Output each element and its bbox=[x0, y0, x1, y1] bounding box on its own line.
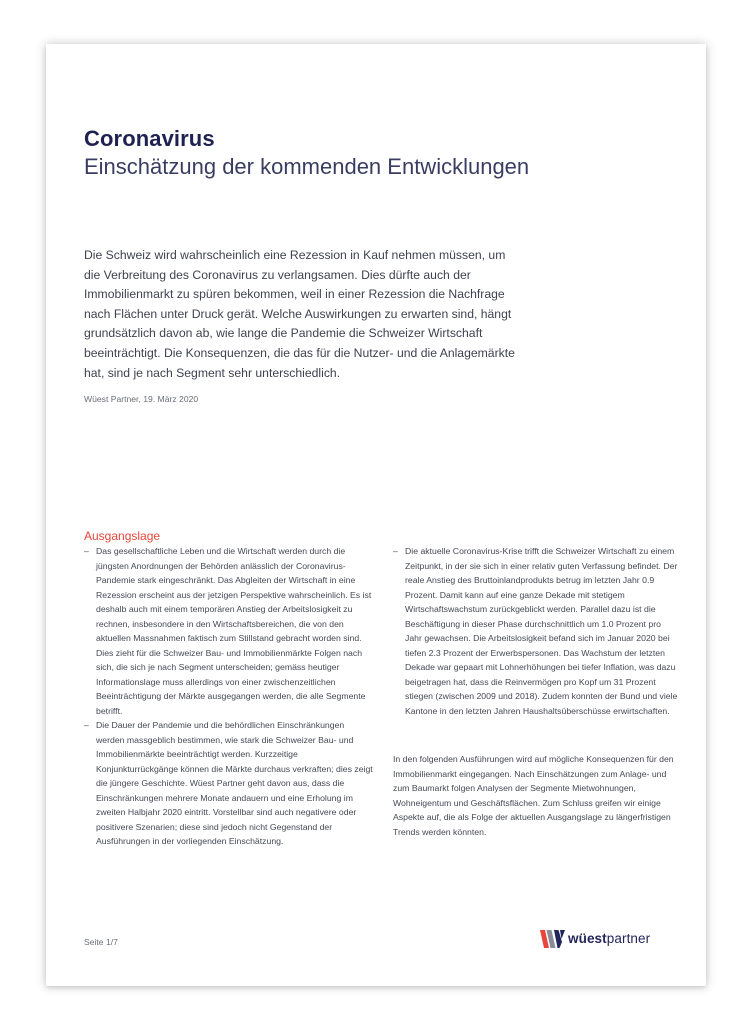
section-heading: Ausgangslage bbox=[84, 529, 161, 543]
bullet-item bbox=[393, 544, 678, 718]
bullet-dash: – bbox=[393, 546, 398, 556]
intro-paragraph: Die Schweiz wird wahrscheinlich eine Rezession in Kauf nehmen müssen, um die Verbreitung des Coronavirus zu verlangsamen. Dies dürfte auch der Immobilienmarkt zu spüren bekommen, weil in einer Rezession die Nachfrage nach Flächen unter Druck gerät. Welche Auswirkungen zu erwarten sind, hängt grundsätzlich davon ab, wie lange die Pandemie die Schweizer Wirtschaft beeinträchtigt. Die Konsequenzen, die das für die Nutzer- und die Anlagemärkte hat, sind je nach Segment sehr unterschiedlich. bbox=[84, 248, 515, 380]
right-column bbox=[393, 544, 678, 839]
left-column bbox=[84, 528, 373, 849]
bullet-text: Die Dauer der Pandemie und die behördlichen Einschränkungen werden massgeblich bestimmen, wie stark die Schweizer Bau- und Immobilienmärkte beeinträchtigt werden. Kurzzeitige Konjunkturrückgänge können die Märkte durchaus verkraften; dies zeigt die jüngere Geschichte. Wüest Partner geht davon aus, dass die Einschränkungen mehrere Monate andauern und eine Erholung im zweiten Halbjahr 2020 eintritt. Vorstellbar sind auch negativere oder positivere Szenarien; diese sind jedoch nicht Gegenstand der Ausführungen in der vorliegenden Einschätzung. bbox=[96, 720, 373, 846]
logo-mark-icon bbox=[540, 928, 566, 950]
bullet-dash: – bbox=[84, 546, 89, 556]
bullet-text: Die aktuelle Coronavirus-Krise trifft die Schweizer Wirtschaft zu einem Zeitpunkt, in der sie sich in einer relativ guten Verfassung befindet. Der reale Anstieg des Bruttoinlandprodukts betrug im letzten Jahr 0.9 Prozent. Damit kann auf eine ganze Dekade mit stetigem Wirtschaftswachstum zurückgeblickt werden. Parallel dazu ist die Beschäftigung in dieser Phase durchschnittlich um 1.0 Prozent pro Jahr gewachsen. Die Arbeitslosigkeit befand sich im Januar 2020 bei tiefen 2.3 Prozent der Erwerbspersonen. Das Wachstum der letzten Dekade war gepaart mit Lohnerhöhungen bei tiefer Inflation, was dazu beigetragen hat, dass die Reinvermögen pro Kopf um 31 Prozent stiegen (zwischen 2009 und 2018). Zudem konnten der Bund und viele Kantone in den letzten Jahren Haushaltsüberschüsse erwirtschaften. bbox=[405, 546, 678, 716]
bullet-text: Das gesellschaftliche Leben und die Wirtschaft werden durch die jüngsten Anordnungen der Behörden anlässlich der Coronavirus-Pandemie stark eingeschränkt. Das Abgleiten der Wirtschaft in eine Rezession erscheint aus der jetzigen Perspektive wahrscheinlich. Es ist deshalb auch mit einem temporären Anstieg der Arbeitslosigkeit zu rechnen, insbesondere in den Wirtschaftsbereichen, die von den aktuellen Massnahmen faktisch zum Stillstand gebracht worden sind. Dies zieht für die Schweizer Bau- und Immobilienmärkte Folgen nach sich, die sich je nach Segment unterscheiden; gemäss heutiger Informationslage muss allerdings von einer zwischenzeitlichen Beeinträchtigung der Märkte ausgegangen werden, die alle Segmente betrifft. bbox=[96, 546, 372, 716]
bullet-item bbox=[84, 718, 373, 849]
document-page bbox=[46, 44, 706, 986]
logo-word-regular: partner bbox=[606, 931, 651, 946]
bullet-item bbox=[84, 544, 373, 718]
dateline: Wüest Partner, 19. März 2020 bbox=[84, 394, 199, 404]
logo-word-bold: wüest bbox=[568, 931, 607, 946]
closing-paragraph: In den folgenden Ausführungen wird auf mögliche Konsequenzen für den Immobilienmarkt eingegangen. Nach Einschätzungen zum Anlage- und zum Baumarkt folgen Analysen der Segmente Mietwohnungen, Wohneigentum und Geschäftsflächen. Zum Schluss greifen wir einige Aspekte auf, die als Folge der aktuellen Ausgangslage zu längerfristigen Trends werden könnten. bbox=[393, 754, 674, 837]
document-title: Coronavirus bbox=[84, 126, 215, 151]
logo-wordmark bbox=[568, 931, 650, 946]
document-subtitle: Einschätzung der kommenden Entwicklungen bbox=[84, 154, 530, 179]
bullet-dash: – bbox=[84, 720, 89, 730]
page-content bbox=[84, 44, 678, 986]
page-number: Seite 1/7 bbox=[84, 937, 118, 947]
